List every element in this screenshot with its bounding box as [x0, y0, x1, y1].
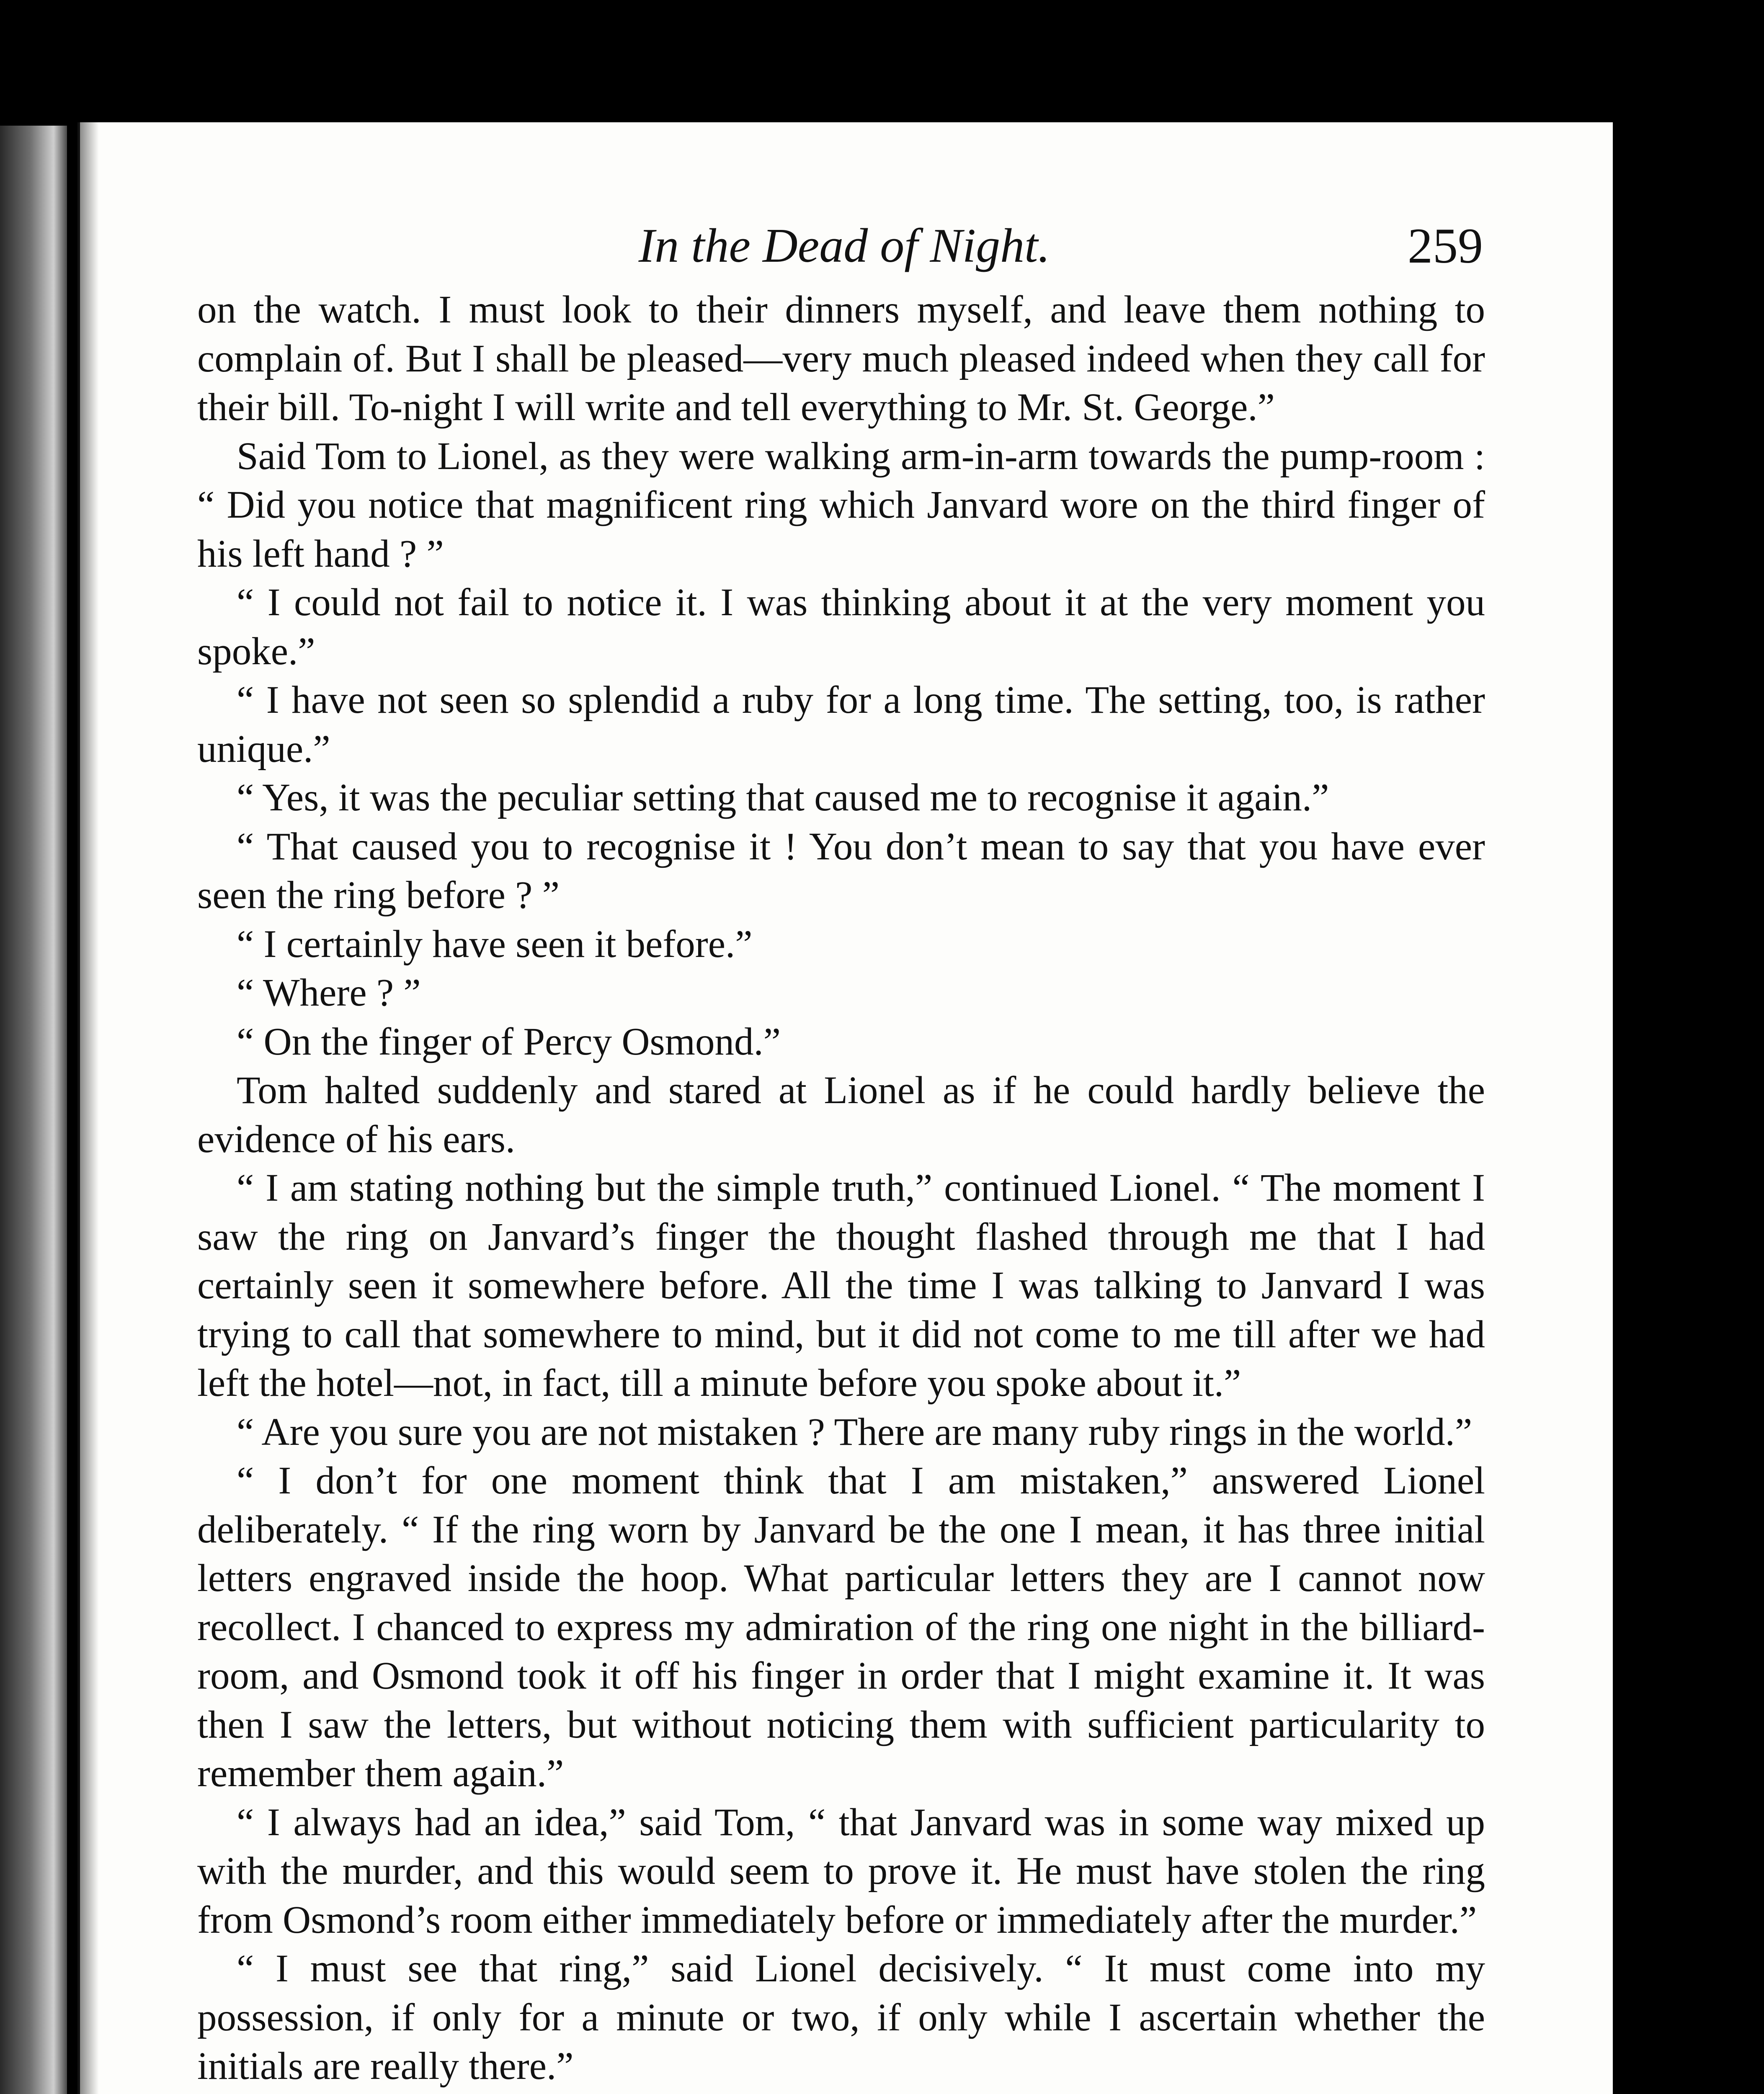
- paragraph: “ Yes, it was the peculiar setting that caused me to recognise it again.”: [237, 776, 1329, 819]
- paragraph: on the watch. I must look to their dinners myself, and leave them nothing to complain of. But I shall be pleased—very much pleased indeed when they call for their bill. To-night I will write and tell everything to Mr. St. George.”: [197, 288, 1485, 429]
- paragraph: [197, 2091, 1485, 2094]
- paragraph: “ On the finger of Percy Osmond.”: [237, 1020, 781, 1063]
- paragraph: “ I have not seen so splendid a ruby for a long time. The setting, too, is rather unique.”: [197, 678, 1485, 771]
- paragraph: “ Are you sure you are not mistaken ? There are many ruby rings in the world.”: [237, 1410, 1473, 1454]
- paragraph: “ I certainly have seen it before.”: [237, 922, 753, 966]
- facing-page-edge: [0, 126, 67, 2094]
- book-page: [77, 122, 1613, 2094]
- paragraph: “ That caused you to recognise it ! You don’t mean to say that you have ever seen the ring before ? ”: [197, 825, 1485, 917]
- paragraph: Said Tom to Lionel, as they were walking arm-in-arm towards the pump-room : “ Did you notice that magnificent ring which Janvard wore on the third finger of his left hand ? ”: [197, 434, 1485, 575]
- paragraph: “ I always had an idea,” said Tom, “ that Janvard was in some way mixed up with the murder, and this would seem to prove it. He must have stolen the ring from Osmond’s room either immediately before or immediately after the murder.”: [197, 1800, 1485, 1942]
- running-head-title: In the Dead of Night.: [638, 219, 1050, 273]
- paragraph: “ I could not fail to notice it. I was thinking about it at the very moment you spoke.”: [197, 581, 1485, 673]
- paragraph: “ I am stating nothing but the simple truth,” continued Lionel. “ The moment I saw the ring on Janvard’s finger the thought flashed through me that I had certainly seen it somewhere before. All the time I was talking to Janvard I was trying to call that somewhere to mind, but it did not come to me till after we had left the hotel—not, in fact, till a minute before you spoke about it.”: [197, 1166, 1485, 1405]
- gutter-shadow: [80, 122, 99, 2094]
- page-number: 259: [1408, 218, 1483, 273]
- body-text: [197, 286, 1485, 2094]
- paragraph: “ I don’t for one moment think that I am mistaken,” answered Lionel deliberately. “ If the ring worn by Janvard be the one I mean, it has three initial letters engraved inside the hoop. What particular letters they are I cannot now recollect. I chanced to express my admiration of the ring one night in the billiard-room, and Osmond took it off his finger in order that I might examine it. It was then I saw the letters, but without noticing them with sufficient particularity to remember them again.”: [197, 1459, 1485, 1795]
- running-head: [206, 212, 1483, 288]
- paragraph: Tom halted suddenly and stared at Lionel as if he could hardly believe the evidence of his ears.: [197, 1069, 1485, 1161]
- paragraph: “ I must see that ring,” said Lionel decisively. “ It must come into my possession, if only for a minute or two, if only while I ascertain whether the initials are really there.”: [197, 1947, 1485, 2088]
- paragraph: “ Where ? ”: [237, 971, 421, 1014]
